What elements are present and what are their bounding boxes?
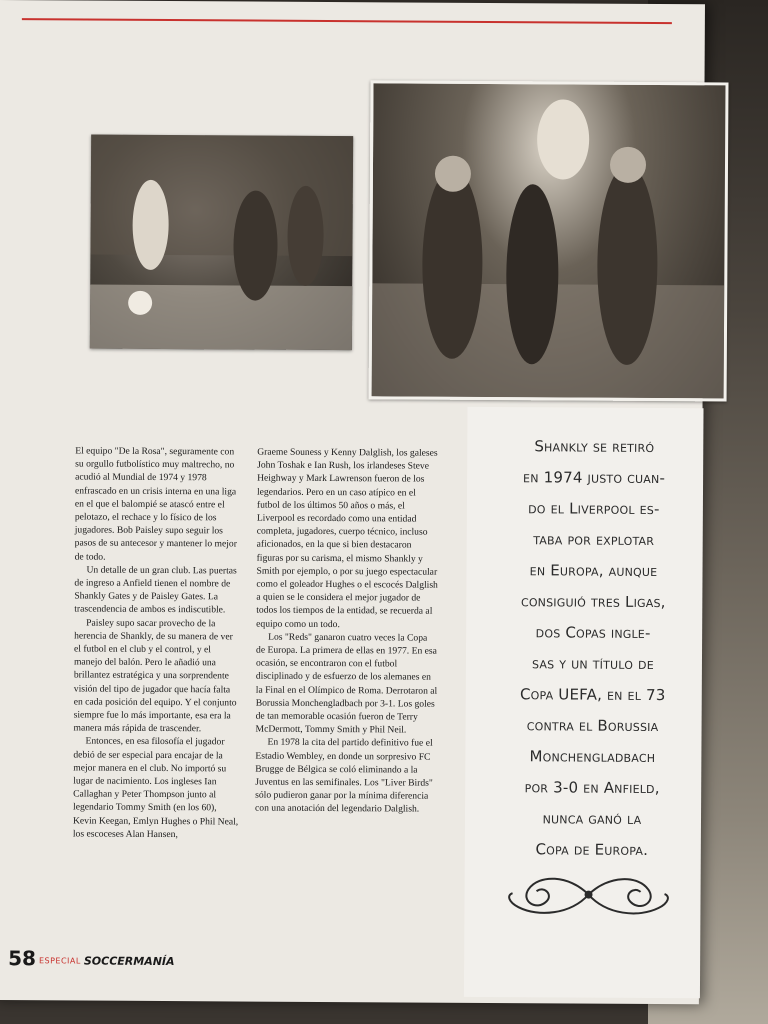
paragraph: Los "Reds" ganaron cuatro veces la Copa de Europa. La primera de ellas en 1977. En esa ocasión, se encontraron con el futbol disciplinado y de esfuerzo de los alemanes en la Final en el Olímpico de Roma. Derrotaron al Borussia Monchengladbach por 3-1. Los goles de tan memorable ocasión fueron de Terry McDermott, Tommy Smith y Phil Neil.: [255, 631, 438, 736]
paragraph: Paisley supo sacar provecho de la herencia de Shankly, de su manera de ver el futbol en el club y el control, y el manejo del balón. Pero le añadió una brillantez estratégica y una sorprendente visión del tipo de jugador que hacía falta en cada posición del equipo. Y el conjunto siempre fue lo más importante, esa era la manera más rápida de trascender.: [73, 617, 237, 735]
trophy-celebration-photo: [369, 80, 729, 401]
quote-line: en Europa, aunque: [529, 561, 658, 581]
article-column-1: [73, 444, 241, 841]
quote-line: por 3-0 en Anfield,: [524, 778, 660, 798]
quote-line: contra el Borussia: [526, 716, 659, 736]
quote-line: en 1974 justo cuan-: [523, 468, 666, 488]
publication-prefix: ESPECIAL: [38, 956, 81, 966]
quote-line: nunca ganó la: [542, 809, 642, 828]
trophy-celebration-photo-icon: [372, 83, 726, 398]
paragraph: Graeme Souness y Kenny Dalglish, los galeses John Toshak e Ian Rush, los irlandeses Steve Heighway y Mark Lawrenson fueron de los legendarios. Pero en un caso atípico en el futbol de los últimos 50 años o más, el Liverpool es recordado como una entidad completa, jugadores, cuerpo técnico, incluso aficionados, en la que si bien destacaron figuras por su carisma, el mismo Shankly y Smith por ejemplo, o por su juego espectacular como el goleador Hughes o el escocés Dalglish a quien se le considera el mejor jugador de todos los tiempos de la entidad, se recuerda al equipo como un todo.: [256, 446, 438, 630]
quote-line: dos Copas ingle-: [535, 623, 651, 642]
page-number: 58: [8, 946, 37, 971]
quote-line: Monchengladbach: [529, 747, 656, 767]
football-match-photo-icon: [90, 135, 353, 351]
article-column-2: [255, 446, 439, 817]
quote-line: consiguió tres Ligas,: [520, 592, 666, 612]
paragraph: Un detalle de un gran club. Las puertas de ingreso a Anfield tienen el nombre de Shankly Gates y de Paisley Gates. La trascendencia de ambos es indiscutible.: [74, 564, 237, 616]
page-footer: [8, 944, 175, 969]
pull-quote: [483, 431, 704, 866]
scroll-flourish-icon: [498, 869, 678, 920]
match-action-photo: [90, 135, 353, 351]
quote-line: sas y un título de: [531, 654, 654, 674]
publication-name: SOCCERMANÍA: [83, 954, 175, 969]
quote-line: Copa de Europa.: [535, 840, 649, 859]
quote-line: taba por explotar: [533, 530, 655, 550]
top-red-rule: [22, 18, 672, 24]
quote-line: do el Liverpool es-: [528, 499, 660, 519]
paragraph: Entonces, en esa filosofía el jugador debió de ser especial para encajar de la mejor manera en el club. No importó su lugar de nacimiento. Los ingleses Ian Callaghan y Peter Thompson junto al legendario Tommy Smith (en los 60), Kevin Keegan, Emlyn Hughes o Phil Neal, los escoceses Alan Hansen,: [72, 736, 239, 840]
quote-line: Copa UEFA, en el 73: [519, 685, 666, 705]
quote-line: Shankly se retiró: [534, 437, 655, 457]
paragraph: El equipo "De la Rosa", seguramente con su orgullo futbolístico muy maltrecho, no acudió al Mundial de 1974 y 1978 enfrascado en un crisis interna en una liga en el que el balompié se atascó entre el pelotazo, el rechace y lo físico de los jugadores. Bob Paisley supo seguir los pasos de su antecesor y mantener lo mejor de todo.: [74, 445, 237, 563]
paragraph: En 1978 la cita del partido definitivo fue el Estadio Wembley, en donde un sorpresivo FC Brugge de Bélgica se coló eliminando a la Juventus en las semifinales. Los "Liver Birds" sólo pudieron ganar por la mínima diferencia con una anotación del legendario Dalglish.: [255, 737, 433, 816]
